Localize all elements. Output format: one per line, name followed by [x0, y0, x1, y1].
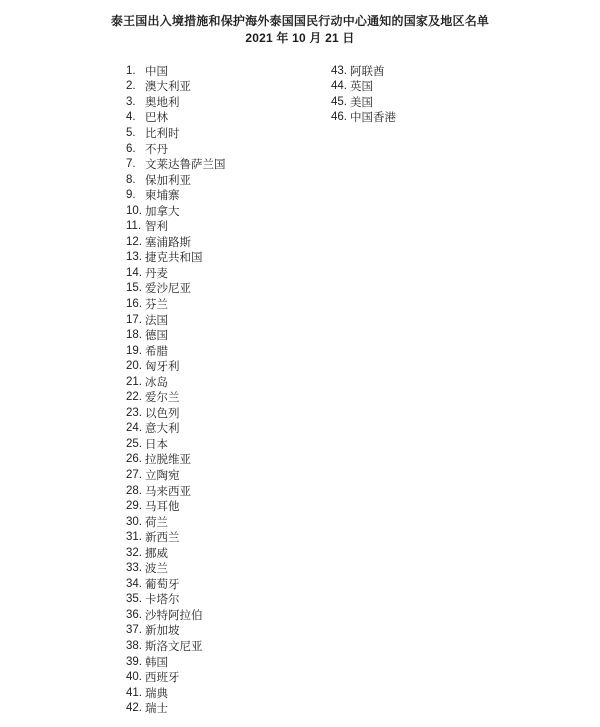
item-number: 46.	[331, 111, 347, 124]
item-label: 新加坡	[145, 625, 180, 638]
list-item	[126, 234, 226, 250]
list-item	[126, 250, 226, 266]
list-item	[126, 685, 226, 701]
item-number: 2.	[126, 80, 136, 93]
item-label: 爱尔兰	[145, 392, 180, 405]
item-label: 爱沙尼亚	[145, 283, 191, 296]
item-number: 8.	[126, 173, 136, 186]
list-item	[126, 218, 226, 234]
list-item	[331, 94, 396, 110]
item-label: 文莱达鲁萨兰国	[145, 159, 226, 172]
list-item	[126, 669, 226, 685]
item-label: 日本	[145, 438, 168, 451]
item-label: 希腊	[145, 345, 168, 358]
item-number: 13.	[126, 251, 142, 264]
list-item	[126, 281, 226, 297]
item-number: 44.	[331, 80, 347, 93]
document-header	[0, 13, 600, 46]
item-label: 以色列	[145, 407, 180, 420]
list-item	[126, 141, 226, 157]
list-item	[126, 592, 226, 608]
list-item	[126, 498, 226, 514]
item-label: 中国香港	[350, 112, 396, 125]
item-number: 24.	[126, 422, 142, 435]
item-label: 卡塔尔	[145, 594, 180, 607]
item-number: 29.	[126, 500, 142, 513]
list-item	[126, 343, 226, 359]
item-label: 西班牙	[145, 672, 180, 685]
item-number: 18.	[126, 329, 142, 342]
item-label: 奥地利	[145, 96, 180, 109]
item-label: 冰岛	[145, 376, 168, 389]
list-item	[126, 312, 226, 328]
item-number: 15.	[126, 282, 142, 295]
item-label: 澳大利亚	[145, 81, 191, 94]
list-item	[126, 172, 226, 188]
item-label: 新西兰	[145, 532, 180, 545]
list-item	[126, 638, 226, 654]
item-label: 中国	[145, 65, 168, 78]
item-label: 加拿大	[145, 205, 180, 218]
item-number: 5.	[126, 126, 136, 139]
item-number: 35.	[126, 593, 142, 606]
list-item	[126, 296, 226, 312]
list-item	[126, 700, 226, 716]
item-label: 马来西亚	[145, 485, 191, 498]
item-number: 20.	[126, 360, 142, 373]
item-number: 28.	[126, 484, 142, 497]
item-label: 匈牙利	[145, 361, 180, 374]
list-item	[126, 607, 226, 623]
item-number: 43.	[331, 64, 347, 77]
list-item	[126, 265, 226, 281]
item-label: 意大利	[145, 423, 180, 436]
item-number: 21.	[126, 375, 142, 388]
item-label: 保加利亚	[145, 174, 191, 187]
item-number: 22.	[126, 391, 142, 404]
list-item	[126, 529, 226, 545]
item-label: 塞浦路斯	[145, 236, 191, 249]
item-label: 英国	[350, 81, 373, 94]
item-label: 拉脱维亚	[145, 454, 191, 467]
list-item	[126, 421, 226, 437]
list-item	[126, 79, 226, 95]
item-label: 马耳他	[145, 501, 180, 514]
list-item	[126, 576, 226, 592]
list-item	[126, 483, 226, 499]
item-number: 26.	[126, 453, 142, 466]
item-label: 荷兰	[145, 516, 168, 529]
item-number: 30.	[126, 515, 142, 528]
item-number: 3.	[126, 95, 136, 108]
item-label: 立陶宛	[145, 470, 180, 482]
item-label: 法国	[145, 314, 168, 327]
item-label: 芬兰	[145, 298, 168, 311]
item-number: 4.	[126, 111, 136, 124]
item-number: 23.	[126, 406, 142, 419]
item-number: 36.	[126, 608, 142, 621]
item-number: 9.	[126, 189, 136, 202]
list-item	[126, 63, 226, 79]
item-number: 32.	[126, 546, 142, 559]
item-number: 19.	[126, 344, 142, 357]
country-list-column-left	[126, 63, 226, 716]
list-item	[126, 467, 226, 483]
list-item	[126, 623, 226, 639]
item-label: 丹麦	[145, 267, 168, 280]
list-item	[126, 452, 226, 468]
item-label: 韩国	[145, 656, 168, 669]
list-item	[126, 187, 226, 203]
item-number: 33.	[126, 562, 142, 575]
item-number: 10.	[126, 204, 142, 217]
item-label: 挪威	[145, 547, 168, 560]
document-date: 2021 年 10 月 21 日	[245, 31, 355, 45]
item-label: 比利时	[145, 127, 180, 140]
list-item	[126, 545, 226, 561]
list-item	[126, 374, 226, 390]
list-item	[331, 63, 396, 79]
item-number: 7.	[126, 158, 136, 171]
item-number: 25.	[126, 437, 142, 450]
item-label: 美国	[350, 96, 373, 109]
item-label: 沙特阿拉伯	[145, 609, 203, 622]
list-item	[126, 156, 226, 172]
item-number: 40.	[126, 671, 142, 684]
document-title: 泰王国出入境措施和保护海外泰国国民行动中心通知的国家及地区名单	[110, 14, 490, 28]
list-item	[126, 654, 226, 670]
list-item	[126, 203, 226, 219]
list-item	[126, 125, 226, 141]
list-item	[126, 405, 226, 421]
list-item	[331, 79, 396, 95]
country-list	[0, 63, 600, 727]
item-number: 14.	[126, 266, 142, 279]
item-label: 阿联酋	[350, 65, 385, 78]
item-number: 31.	[126, 531, 142, 544]
list-item	[126, 110, 226, 126]
list-item	[126, 94, 226, 110]
item-number: 12.	[126, 235, 142, 248]
item-number: 38.	[126, 640, 142, 652]
item-label: 德国	[145, 330, 168, 343]
item-number: 27.	[126, 468, 142, 481]
item-number: 1.	[126, 64, 136, 77]
item-number: 17.	[126, 313, 142, 326]
item-label: 巴林	[145, 112, 168, 125]
list-item	[331, 110, 396, 126]
item-number: 34.	[126, 577, 142, 590]
item-number: 39.	[126, 655, 142, 668]
item-label: 斯洛文尼亚	[145, 641, 203, 654]
list-item	[126, 327, 226, 343]
item-label: 智利	[145, 221, 168, 234]
item-number: 16.	[126, 297, 142, 310]
item-label: 柬埔寨	[145, 190, 180, 203]
item-number: 41.	[126, 686, 142, 699]
item-number: 6.	[126, 142, 136, 155]
item-number: 11.	[126, 220, 142, 233]
item-label: 瑞典	[145, 687, 168, 700]
item-label: 波兰	[145, 563, 168, 576]
item-number: 45.	[331, 95, 347, 108]
item-number: 42.	[126, 702, 142, 715]
country-list-column-right	[331, 63, 396, 125]
item-number: 37.	[126, 624, 142, 637]
item-label: 捷克共和国	[145, 252, 203, 265]
item-label: 葡萄牙	[145, 578, 180, 591]
list-item	[126, 436, 226, 452]
list-item	[126, 514, 226, 530]
list-item	[126, 389, 226, 405]
list-item	[126, 358, 226, 374]
list-item	[126, 561, 226, 577]
item-label: 不丹	[145, 143, 168, 156]
item-label: 瑞士	[145, 703, 168, 716]
